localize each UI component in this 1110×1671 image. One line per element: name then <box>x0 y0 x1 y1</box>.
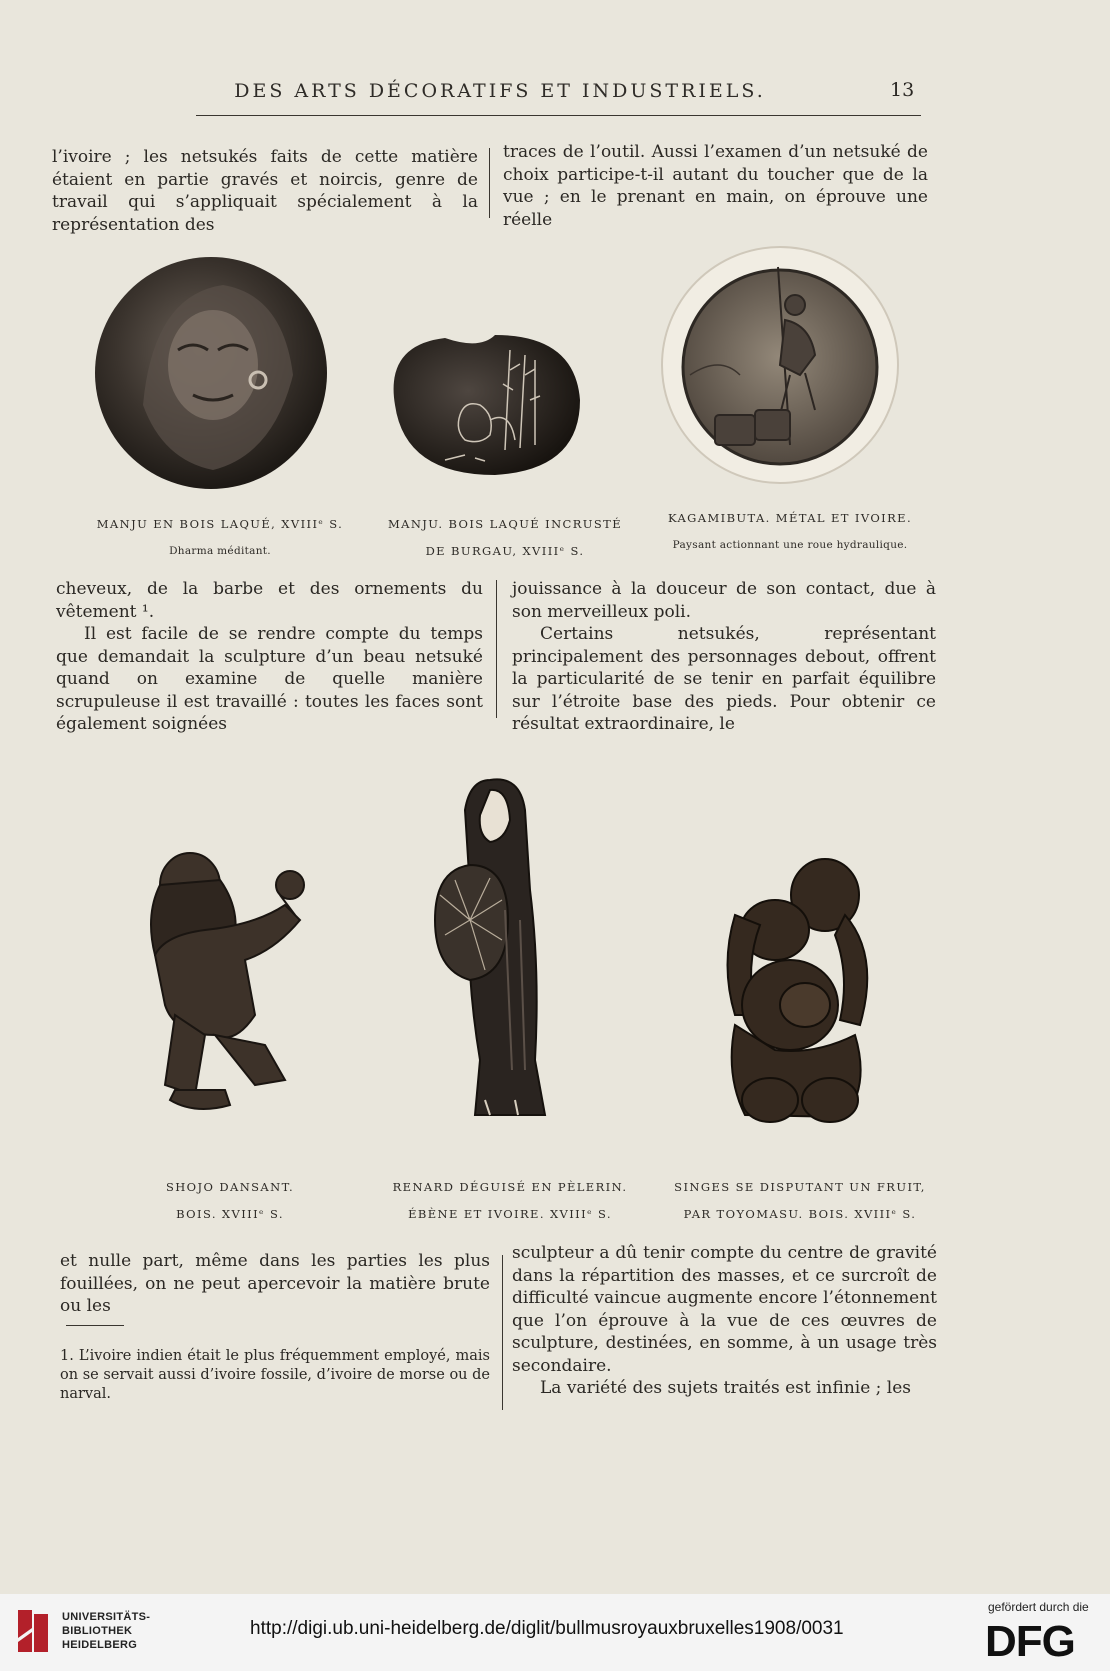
paragraph: jouissance à la douceur de son contact, due à son merveilleux poli. <box>512 579 936 622</box>
text-bottom-left <box>60 1250 490 1318</box>
caption-fox-pilgrim <box>360 1174 660 1228</box>
caption-title: SHOJO DANSANT. <box>165 1180 295 1194</box>
text-top-right <box>503 141 928 231</box>
header-rule <box>196 115 921 116</box>
caption-monkeys <box>650 1174 950 1228</box>
university-library-logo <box>14 1606 52 1656</box>
caption-manju-dharma <box>80 511 360 565</box>
institution-line: HEIDELBERG <box>62 1639 138 1651</box>
caption-manju-rooster <box>360 511 650 565</box>
digitization-footer <box>0 1594 1110 1671</box>
caption-title: SINGES SE DISPUTANT UN FRUIT, <box>674 1180 926 1194</box>
column-separator <box>496 580 497 718</box>
caption-subtitle: Dharma méditant. <box>169 545 271 557</box>
caption-title: KAGAMIBUTA. MÉTAL ET IVOIRE. <box>667 511 913 525</box>
caption-subtitle: Paysant actionnant une roue hydraulique. <box>672 539 908 551</box>
caption-shojo <box>90 1174 370 1228</box>
dfg-logo: DFG <box>985 1617 1075 1666</box>
caption-subtitle: DE BURGAU, XVIIIᵉ S. <box>425 544 585 558</box>
column-separator <box>502 1255 503 1410</box>
text-middle-right <box>512 578 936 736</box>
page-number: 13 <box>890 79 915 101</box>
funding-label: gefördert durch die <box>988 1600 1089 1614</box>
figure-manju-dharma <box>93 255 329 491</box>
paragraph: l’ivoire ; les netsukés faits de cette matière étaient en partie gravés et noircis, genre de travail qui s’appliquait spécialement à la représentation des <box>52 147 478 235</box>
footnote: 1. L’ivoire indien était le plus fréquemment employé, mais on se servait aussi d’ivoire fossile, d’ivoire de morse ou de narval. <box>60 1348 490 1402</box>
figure-fox-pilgrim <box>430 770 570 1125</box>
text-top-left <box>52 146 478 236</box>
caption-subtitle: ÉBÈNE ET IVOIRE. XVIIIᵉ S. <box>408 1207 612 1221</box>
caption-kagamibuta <box>640 505 940 559</box>
caption-title: MANJU EN BOIS LAQUÉ, XVIIIᵉ S. <box>96 517 344 531</box>
caption-subtitle: PAR TOYOMASU. BOIS. XVIIIᵉ S. <box>683 1207 917 1221</box>
figure-kagamibuta <box>660 245 900 485</box>
running-header: DES ARTS DÉCORATIFS ET INDUSTRIELS. <box>234 80 766 102</box>
caption-title: RENARD DÉGUISÉ EN PÈLERIN. <box>392 1180 628 1194</box>
caption-subtitle: BOIS. XVIIIᵉ S. <box>176 1207 284 1221</box>
paragraph: Il est facile de se rendre compte du temps que demandait la sculpture d’un beau netsuké quand on examine de quelle manière scrupuleuse il est travaillé : toutes les faces sont également soignées <box>56 624 483 734</box>
source-url-link[interactable]: http://digi.ub.uni-heidelberg.de/diglit/bullmusroyauxbruxelles1908/0031 <box>250 1618 844 1639</box>
paragraph: traces de l’outil. Aussi l’examen d’un netsuké de choix participe-t-il autant du toucher que de la vue ; en le prenant en main, on éprouve une réelle <box>503 142 928 230</box>
paragraph: sculpteur a dû tenir compte du centre de gravité dans la répartition des masses, et ce surcroît de difficulté vaincue augmente encore l’étonnement que l’on éprouve à la vue de ces œuvres de sculpture, destinées, en somme, à un usage très secondaire. <box>512 1243 937 1376</box>
institution-name <box>62 1610 150 1652</box>
caption-title: MANJU. BOIS LAQUÉ INCRUSTÉ <box>387 517 623 531</box>
column-separator <box>489 148 490 218</box>
paragraph: cheveux, de la barbe et des ornements du vêtement ¹. <box>56 579 483 622</box>
text-middle-left <box>56 578 483 736</box>
institution-line: UNIVERSITÄTS- <box>62 1611 151 1623</box>
figure-shojo-dancing <box>135 845 325 1130</box>
text-bottom-right <box>512 1242 937 1400</box>
footnote-rule <box>66 1325 124 1326</box>
figure-manju-rooster <box>385 330 585 480</box>
figure-monkeys <box>715 855 875 1130</box>
institution-line: BIBLIOTHEK <box>62 1625 133 1637</box>
paragraph: et nulle part, même dans les parties les plus fouillées, on ne peut apercevoir la matière brute ou les <box>60 1251 490 1316</box>
paragraph: La variété des sujets traités est infinie ; les <box>540 1378 912 1398</box>
paragraph: Certains netsukés, représentant principalement des personnages debout, offrent la particularité de se tenir en parfait équilibre sur l’étroite base des pieds. Pour obtenir ce résultat extraordinaire, le <box>512 624 936 734</box>
